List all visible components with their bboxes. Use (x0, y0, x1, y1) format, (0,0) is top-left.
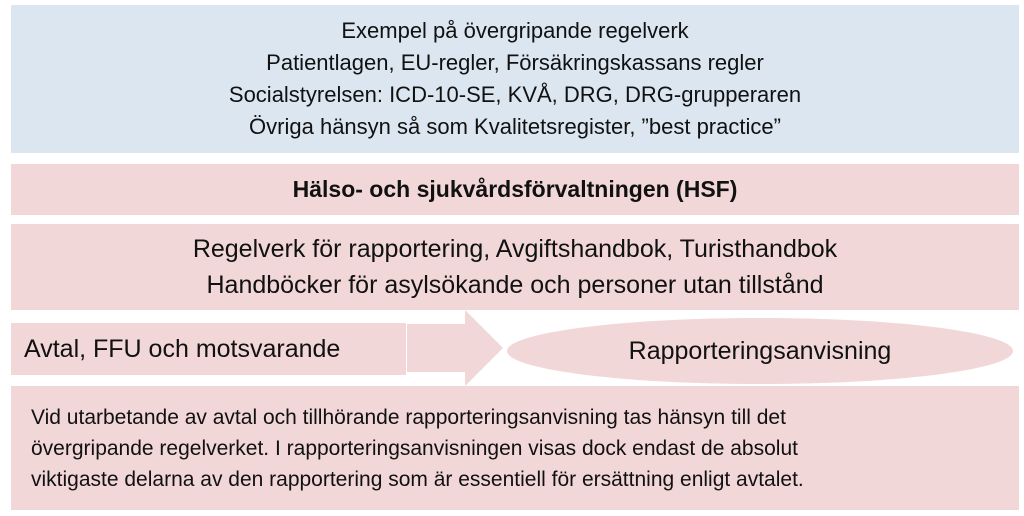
reporting-rules-line: Regelverk för rapportering, Avgiftshandbok, Turisthandbok (192, 235, 838, 263)
explanation-note-line: viktigaste delarna av den rapportering som är essentiell för ersättning enligt avtalet. (31, 467, 804, 491)
reporting-rules-line: Handböcker för asylsökande och personer utan tillstånd (206, 271, 824, 299)
reporting-rules-box (11, 224, 1019, 310)
explanation-note-line: Vid utarbetande av avtal och tillhörande rapporteringsanvisning tas hänsyn till det (31, 405, 786, 429)
right-arrow-icon (407, 310, 503, 386)
agreement-label: Avtal, FFU och motsvarande (24, 334, 341, 363)
explanation-note-box (11, 386, 1019, 510)
overarching-rules-box (11, 5, 1019, 153)
overarching-rules-line: Socialstyrelsen: ICD-10-SE, KVÅ, DRG, DRG-grupperaren (228, 82, 802, 107)
overarching-rules-line: Övriga hänsyn så som Kvalitetsregister, ”best practice” (249, 114, 781, 139)
overarching-rules-line: Patientlagen, EU-regler, Försäkringskassans regler (266, 50, 764, 75)
explanation-note-line: övergripande regelverket. I rapporteringsanvisningen visas dock endast de absolut (31, 436, 798, 460)
hsf-title: Hälso- och sjukvårdsförvaltningen (HSF) (292, 176, 738, 202)
overarching-rules-heading: Exempel på övergripande regelverk (341, 18, 689, 43)
hsf-title-box (11, 164, 1019, 215)
reporting-instruction-label: Rapporteringsanvisning (628, 336, 892, 365)
agreement-box (11, 323, 406, 375)
reporting-instruction-ellipse (507, 318, 1013, 384)
